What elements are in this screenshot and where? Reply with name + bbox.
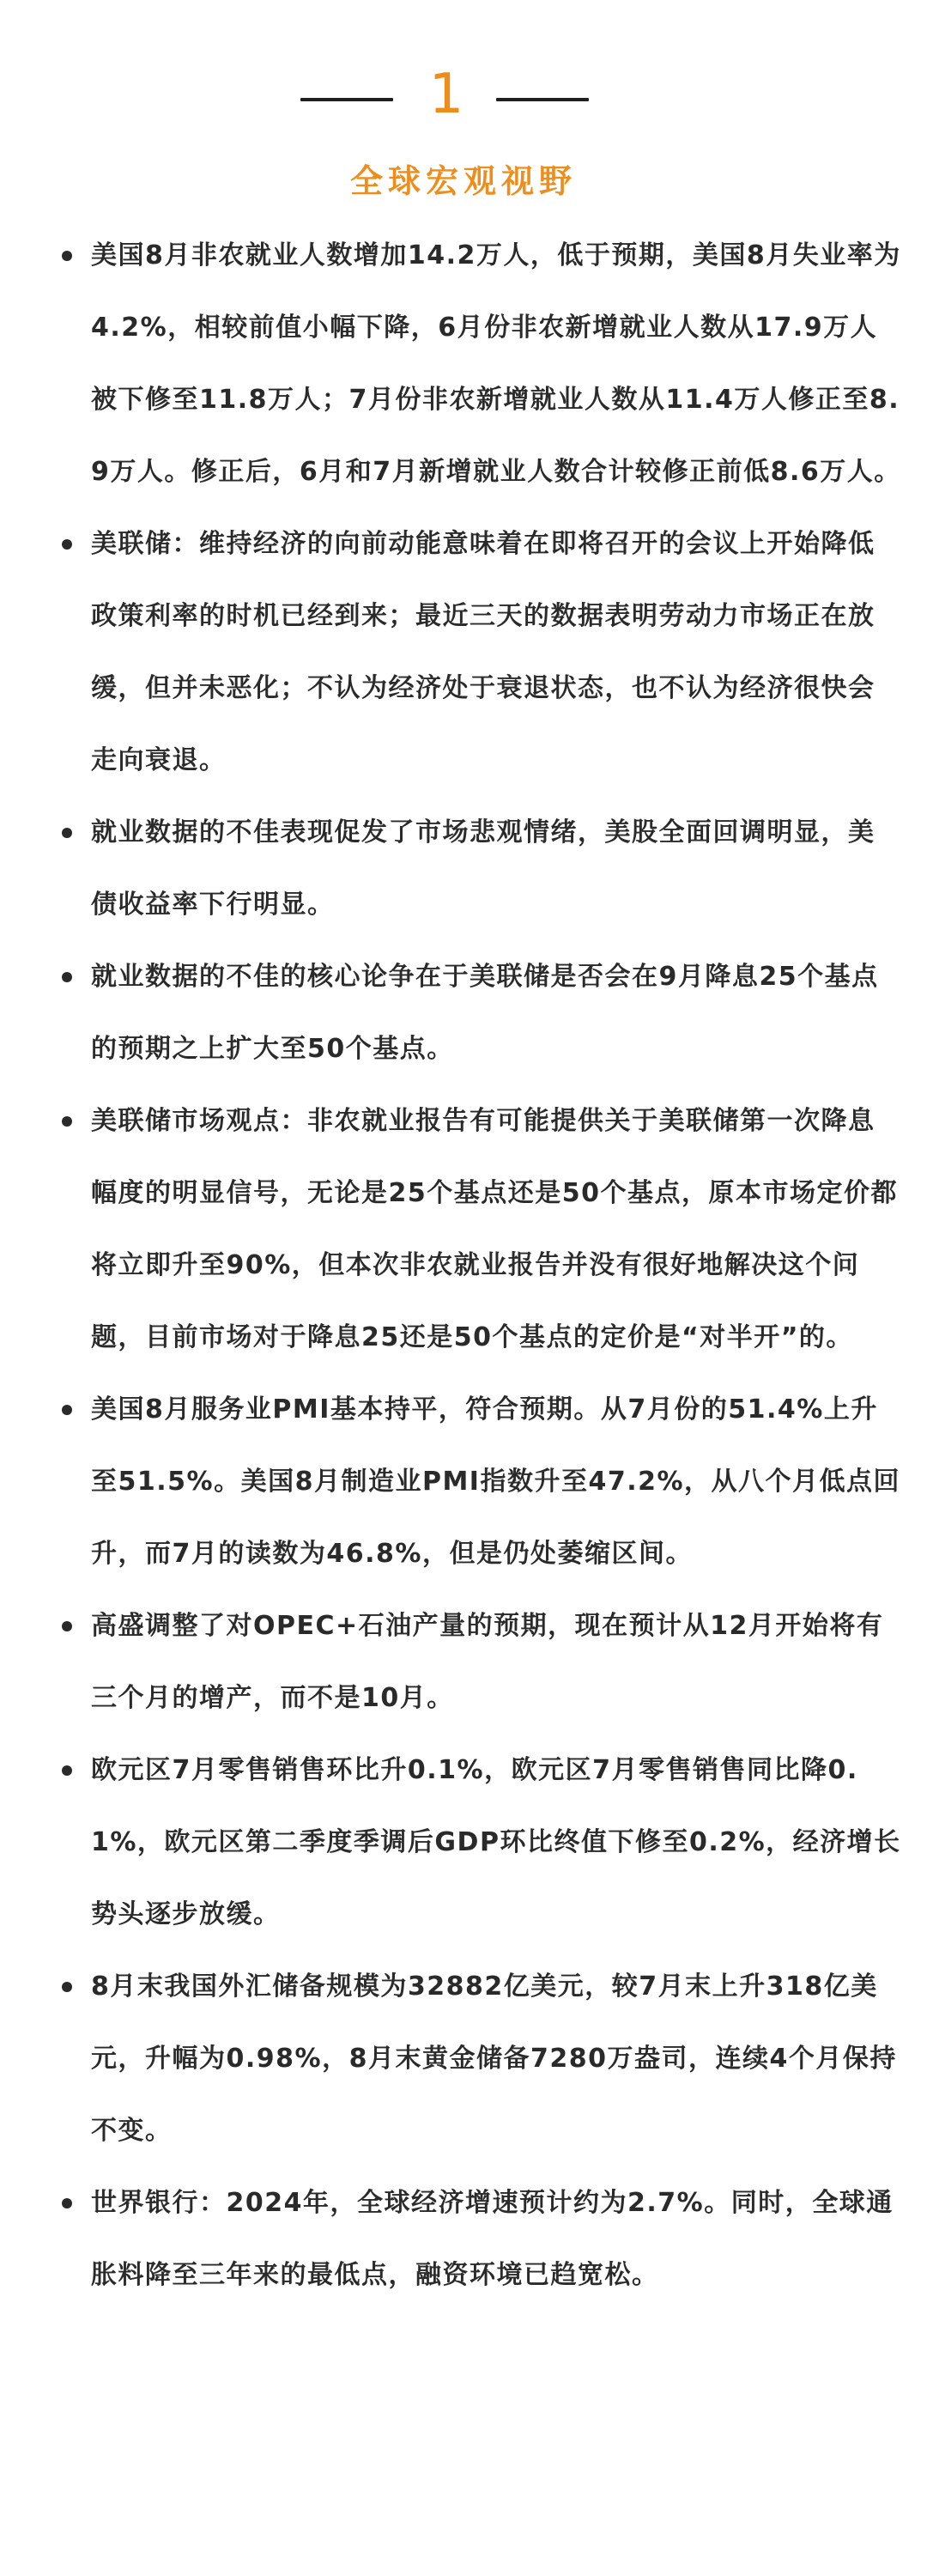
list-item-text: 就业数据的不佳的核心论争在于美联储是否会在9月降息25个基点的预期之上扩大至50个基点。 <box>91 962 879 1064</box>
bullet-dot-icon <box>62 1765 72 1776</box>
list-item <box>0 2167 927 2312</box>
bullet-dot-icon <box>62 1405 72 1415</box>
list-item <box>0 1735 927 1951</box>
list-item-text: 世界银行：2024年，全球经济增速预计约为2.7%。同时，全球通胀料降至三年来的最低点，融资环境已趋宽松。 <box>91 2188 894 2290</box>
header-rule-left <box>300 98 393 101</box>
list-item-text: 美国8月非农就业人数增加14.2万人，低于预期，美国8月失业率为4.2%，相较前值小幅下降，6月份非农新增就业人数从17.9万人被下修至11.8万人；7月份非农新增就业人数从11.4万人修正至8.9万人。修正后，6月和7月新增就业人数合计较修正前低8.6万人。 <box>91 240 901 487</box>
section-header <box>0 0 927 215</box>
bullet-dot-icon <box>62 2198 72 2208</box>
list-item-text: 欧元区7月零售销售环比升0.1%，欧元区7月零售销售同比降0.1%，欧元区第二季度季调后GDP环比终值下修至0.2%，经济增长势头逐步放缓。 <box>91 1755 901 1929</box>
list-item <box>0 1590 927 1735</box>
list-item <box>0 797 927 941</box>
list-item-text: 美国8月服务业PMI基本持平，符合预期。从7月份的51.4%上升至51.5%。美国8月制造业PMI指数升至47.2%，从八个月低点回升，而7月的读数为46.8%，但是仍处萎缩区间。 <box>91 1394 901 1569</box>
list-item-text: 美联储市场观点：非农就业报告有可能提供关于美联储第一次降息幅度的明显信号，无论是25个基点还是50个基点，原本市场定价都将立即升至90%，但本次非农就业报告并没有很好地解决这个问题，目前市场对于降息25还是50个基点的定价是“对半开”的。 <box>91 1106 898 1352</box>
bullet-dot-icon <box>62 251 72 261</box>
list-item <box>0 1085 927 1374</box>
list-item <box>0 1374 927 1590</box>
bullet-dot-icon <box>62 828 72 838</box>
list-item-text: 美联储：维持经济的向前动能意味着在即将召开的会议上开始降低政策利率的时机已经到来；最近三天的数据表明劳动力市场正在放缓，但并未恶化；不认为经济处于衰退状态，也不认为经济很快会走向衰退。 <box>91 529 876 775</box>
list-item <box>0 941 927 1085</box>
bullet-dot-icon <box>62 1621 72 1631</box>
list-item <box>0 220 927 508</box>
bullet-dot-icon <box>62 539 72 550</box>
list-item <box>0 508 927 797</box>
bullet-dot-icon <box>62 1982 72 1992</box>
bullet-dot-icon <box>62 1116 72 1127</box>
list-item-text: 高盛调整了对OPEC+石油产量的预期，现在预计从12月开始将有三个月的增产，而不是10月。 <box>91 1611 884 1713</box>
list-item <box>0 1951 927 2167</box>
section-title: 全球宏观视野 <box>349 162 577 200</box>
bullet-list <box>0 220 927 2312</box>
section-number: 1 <box>428 63 464 126</box>
list-item-text: 就业数据的不佳表现促发了市场悲观情绪，美股全面回调明显，美债收益率下行明显。 <box>91 817 876 920</box>
bullet-dot-icon <box>62 972 72 982</box>
list-item-text: 8月末我国外汇储备规模为32882亿美元，较7月末上升318亿美元，升幅为0.98%，8月末黄金储备7280万盎司，连续4个月保持不变。 <box>91 1971 897 2146</box>
header-rule-right <box>496 98 589 101</box>
